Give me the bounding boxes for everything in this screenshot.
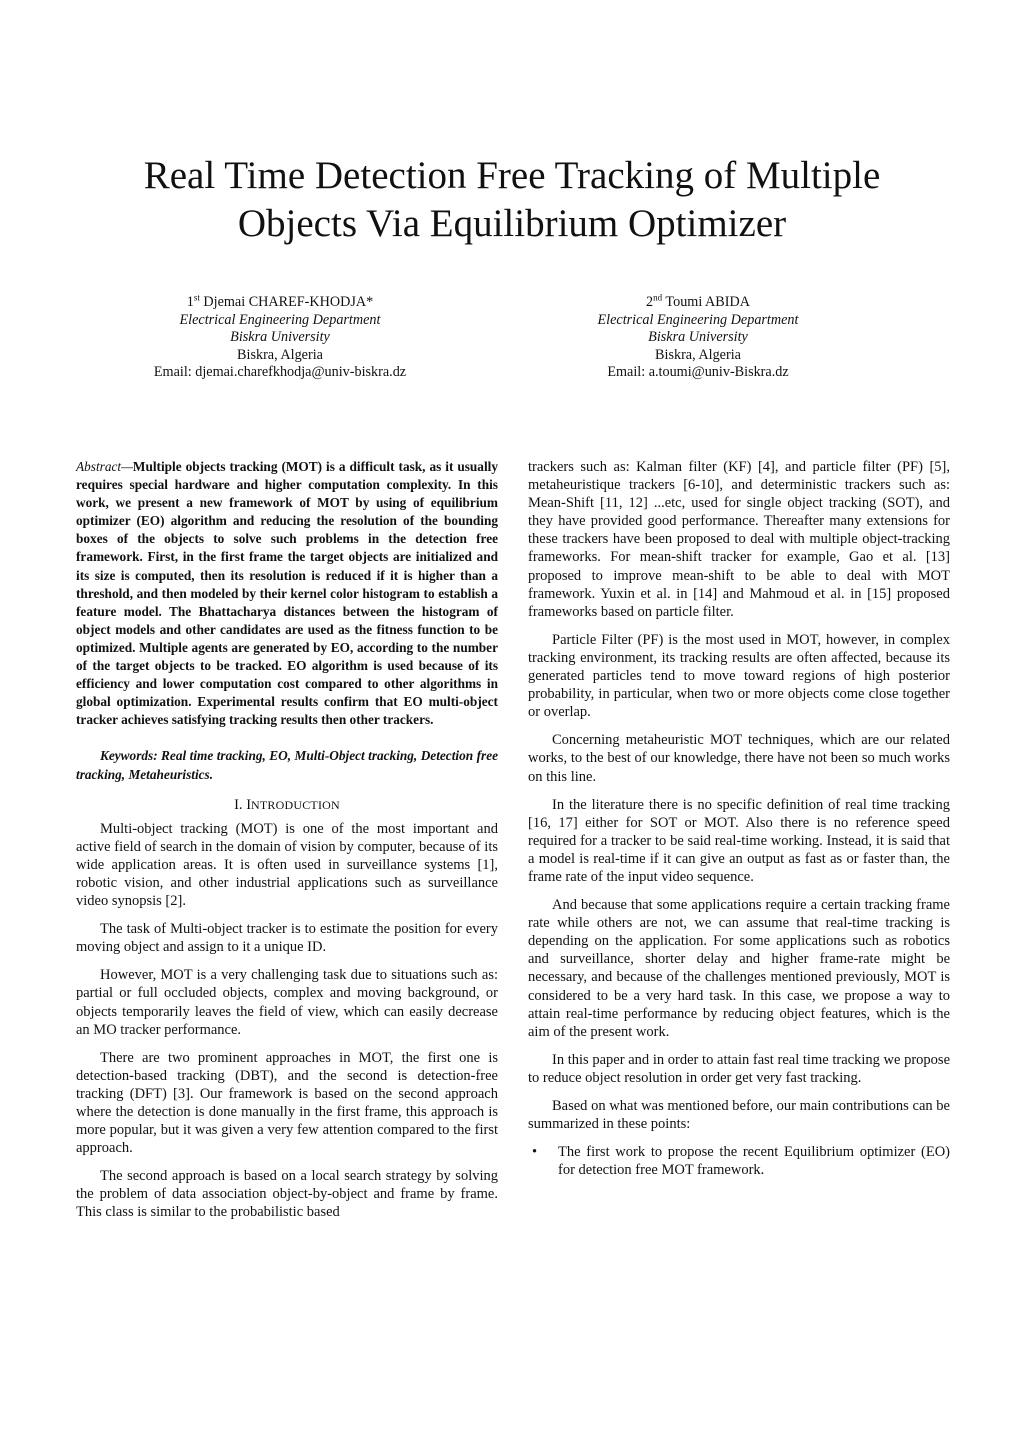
right-column [528,458,950,1179]
right-paragraph-3: Concerning metaheuristic MOT techniques, which are our related works, to the best of our knowledge, there have not been so much works on this line. [528,732,950,785]
title-line-1: Real Time Detection Free Tracking of Multiple [143,154,881,197]
intro-paragraph-2: The task of Multi-object tracker is to estimate the position for every moving object and assign to it a unique ID. [76,921,498,956]
title-line-2: Objects Via Equilibrium Optimizer [237,202,787,245]
author-email: Email: djemai.charefkhodja@univ-biskra.dz [153,364,407,381]
right-paragraph-2: Particle Filter (PF) is the most used in MOT, however, in complex tracking environment, its tracking results are often affected, because its generated particles tend to move toward regions of high posterior probability, in particular, when two or more objects come close together or overlap. [528,631,950,721]
section-heading-introduction: I. INTRODUCTION [234,796,340,813]
author-department: Electrical Engineering Department [597,311,799,328]
author-email: Email: a.toumi@univ-Biskra.dz [607,364,789,381]
intro-paragraph-3: However, MOT is a very challenging task due to situations such as: partial or full occluded objects, complex and moving background, or objects temporarily leaves the field of view, which can easily decrease an MO tracker performance. [76,967,498,1038]
keywords: Keywords: Real time tracking, EO, Multi-Object tracking, Detection free tracking, Metaheuristics. [76,748,498,782]
right-paragraph-1: trackers such as: Kalman filter (KF) [4], and particle filter (PF) [5], metaheuristique trackers [6-10], and deterministic trackers such as: Mean-Shift [11, 12] ...etc, used for single object tracking (SOT), and they have provided good performance. Thereafter many extensions for these trackers have been proposed to deal with multiple object-tracking frameworks. For mean-shift tracker for example, Gao et al. [13] proposed to improve mean-shift to be able to deal with MOT framework. Yuxin et al. in [14] and Mahmoud et al. in [15] proposed frameworks based on particle filter. [528,459,950,620]
author-block-1 [70,294,490,382]
author-location: Biskra, Algeria [237,346,323,363]
list-item-text: The first work to propose the recent Equilibrium optimizer (EO) for detection free MOT framework. [558,1144,950,1179]
author-name: 2nd Toumi ABIDA [646,292,750,310]
bullet-icon: • [532,1144,538,1161]
left-column [76,458,498,1232]
abstract: Abstract—Multiple objects tracking (MOT) is a difficult task, as it usually requires special hardware and higher computation complexity. In this work, we present a new framework of MOT by using of equilibrium optimizer (EO) algorithm and reducing the resolution of the bounding boxes of the objects to solve such problems in the detection free framework. First, in the first frame the target objects are initialized and its size is computed, then its resolution is reduced if it is higher than a threshold, and then modeled by their kernel color histogram to establish a feature model. The Bhattacharya distances between the histogram of object models and other candidates are used as the fitness function to be optimized. Multiple agents are generated by EO, according to the number of the target objects to be tracked. EO algorithm is used because of its efficiency and lower computation cost compared to other algorithms in global optimization. Experimental results confirm that EO multi-object tracker achieves satisfying tracking results then other trackers. [76,459,498,728]
author-block-2 [488,294,908,382]
author-name: 1st Djemai CHAREF-KHODJA* [186,292,374,310]
author-location: Biskra, Algeria [655,346,741,363]
author-university: Biskra University [230,329,330,346]
right-paragraph-5: And because that some applications require a certain tracking frame rate while others are not, we can assume that real-time tracking is depending on the application. For some applications such as robotics and surveillance, shorter delay and higher frame-rate might be necessary, and because of the challenges mentioned previously, MOT is considered to be a very hard task. In this case, we propose a way to attain real-time performance by reducing object features, which is the aim of the present work. [528,897,950,1040]
intro-paragraph-5: The second approach is based on a local search strategy by solving the problem of data association object-by-object and frame by frame. This class is similar to the probabilistic based [76,1168,498,1221]
right-paragraph-7: Based on what was mentioned before, our main contributions can be summarized in these points: [528,1098,950,1133]
right-paragraph-6: In this paper and in order to attain fast real time tracking we propose to reduce object resolution in order get very fast tracking. [528,1051,950,1086]
intro-paragraph-4: There are two prominent approaches in MOT, the first one is detection-based tracking (DBT), and the second is detection-free tracking (DFT) [3]. Our framework is based on the second approach where the detection is done manually in the first frame, this approach is more popular, but it was given a very few attention compared to the first approach. [76,1049,498,1157]
right-paragraph-4: In the literature there is no specific definition of real time tracking [16, 17] either for SOT or MOT. Also there is no reference speed required for a tracker to be said real-time working. Instead, it is said that a model is real-time if it can give an output as fast as or faster than, the frame rate of the input video sequence. [528,796,950,885]
paper-title [80,152,944,248]
list-item [528,1143,950,1179]
author-department: Electrical Engineering Department [179,311,381,328]
intro-paragraph-1: Multi-object tracking (MOT) is one of the most important and active field of search in the domain of vision by computer, because of its wide application areas. It is often used in surveillance systems [1], robotic vision, and other industrial applications such as surveillance video synopsis [2]. [76,820,498,910]
author-university: Biskra University [648,329,748,346]
